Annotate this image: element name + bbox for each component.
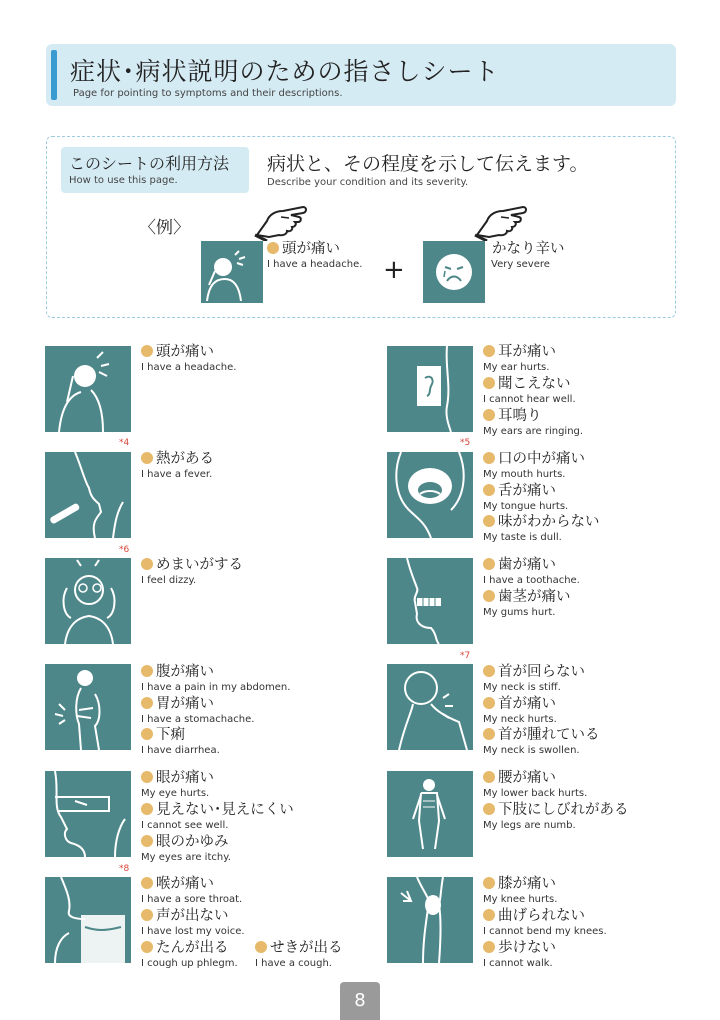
symptom-eye-pain: 眼が痛い My eye hurts. [141,770,214,799]
howto-desc-jp: 病状と、その程度を示して伝えます。 [267,153,589,175]
throat-picture [45,877,131,963]
symptom-cannot-hear: 聞こえない I cannot hear well. [483,376,576,405]
bullet-dot-icon [141,728,153,740]
symptom-ear-pain: 耳が痛い My ear hurts. [483,344,556,373]
howto-desc-en: Describe your condition and its severity. [267,177,469,188]
example2-en: Very severe [491,259,550,270]
symptom-cough: せきが出る I have a cough. [255,940,343,969]
symptom-gums: 歯茎が痛い My gums hurt. [483,589,571,618]
bullet-dot-icon [267,242,279,254]
example-label: 〈例〉 [139,218,190,238]
note-8: *8 [119,864,130,874]
symptom-phlegm: たんが出る I cough up phlegm. [141,940,238,969]
fever-picture [45,452,131,538]
bullet-dot-icon [483,558,495,570]
example2-jp: かなり辛い [492,241,565,257]
symptom-taste: 味がわからない My taste is dull. [483,514,600,543]
howto-label-box [61,147,249,193]
mouth-picture [387,452,473,538]
howto-box [46,136,676,318]
header-accent-bar [51,50,57,100]
page-title: 症状･病状説明のための指さしシート [70,57,500,86]
howto-label-jp: このシートの利用方法 [69,154,230,173]
symptom-dizzy: めまいがする I feel dizzy. [141,557,243,586]
example2 [491,241,565,271]
headache-picture [45,346,131,432]
symptom-neck-swollen: 首が腫れている My neck is swollen. [483,727,600,756]
abdomen-picture [45,664,131,750]
plus-sign: + [383,255,405,285]
note-4: *4 [119,438,130,448]
bullet-dot-icon [141,558,153,570]
bullet-dot-icon [141,803,153,815]
dizzy-picture [45,558,131,644]
bullet-dot-icon [141,665,153,677]
symptom-headache: 頭が痛い I have a headache. [141,344,237,373]
bullet-dot-icon [483,345,495,357]
symptom-lower-back: 腰が痛い My lower back hurts. [483,770,588,799]
symptom-eye-itchy: 眼のかゆみ My eyes are itchy. [141,834,231,863]
lower-back-picture [387,771,473,857]
bullet-dot-icon [483,909,495,921]
example1-en: I have a headache. [267,259,363,270]
ear-picture [387,346,473,432]
bullet-dot-icon [483,697,495,709]
bullet-dot-icon [483,771,495,783]
note-5: *5 [460,438,471,448]
knee-picture [387,877,473,963]
howto-label-en: How to use this page. [69,175,178,186]
symptom-legs-numb: 下肢にしびれがある My legs are numb. [483,802,629,831]
bullet-dot-icon [141,877,153,889]
page-number: 8 [340,982,380,1020]
pointing-hand-icon [473,201,529,241]
bullet-dot-icon [483,377,495,389]
symptom-diarrhea: 下痢 I have diarrhea. [141,727,220,756]
symptom-neck-stiff: 首が回らない My neck is stiff. [483,664,585,693]
bullet-dot-icon [483,728,495,740]
headache-example-picture [201,241,263,303]
example1-jp: 頭が痛い [282,241,340,257]
bullet-dot-icon [255,941,267,953]
bullet-dot-icon [483,803,495,815]
symptom-neck-pain: 首が痛い My neck hurts. [483,696,557,725]
pointing-hand-icon [253,201,309,241]
bullet-dot-icon [141,909,153,921]
symptom-mouth-pain: 口の中が痛い My mouth hurts. [483,451,585,480]
bullet-dot-icon [141,697,153,709]
symptom-sore-throat: 喉が痛い I have a sore throat. [141,876,243,905]
symptom-cannot-walk: 歩けない I cannot walk. [483,940,556,969]
symptom-cannot-see: 見えない･見えにくい I cannot see well. [141,802,294,831]
page-subtitle: Page for pointing to symptoms and their descriptions. [73,88,343,99]
example1 [267,241,362,271]
bullet-dot-icon [483,409,495,421]
symptom-abdomen: 腹が痛い I have a pain in my abdomen. [141,664,291,693]
symptom-lost-voice: 声が出ない I have lost my voice. [141,908,245,937]
page-header [46,44,676,106]
severe-face-picture [423,241,485,303]
symptom-cannot-bend: 曲げられない I cannot bend my knees. [483,908,607,937]
bullet-dot-icon [141,941,153,953]
bullet-dot-icon [483,665,495,677]
symptom-fever: 熱がある I have a fever. [141,451,214,480]
note-6: *6 [119,545,130,555]
bullet-dot-icon [141,771,153,783]
symptom-toothache: 歯が痛い I have a toothache. [483,557,580,586]
bullet-dot-icon [483,515,495,527]
bullet-dot-icon [141,345,153,357]
bullet-dot-icon [141,452,153,464]
bullet-dot-icon [483,484,495,496]
tooth-picture [387,558,473,644]
symptom-knee-pain: 膝が痛い My knee hurts. [483,876,558,905]
neck-picture [387,664,473,750]
bullet-dot-icon [483,590,495,602]
symptom-ear-ringing: 耳鳴り My ears are ringing. [483,408,584,437]
bullet-dot-icon [483,941,495,953]
symptom-tongue-pain: 舌が痛い My tongue hurts. [483,483,569,512]
bullet-dot-icon [141,835,153,847]
bullet-dot-icon [483,877,495,889]
eye-picture [45,771,131,857]
note-7: *7 [460,651,471,661]
symptom-stomach: 胃が痛い I have a stomachache. [141,696,255,725]
bullet-dot-icon [483,452,495,464]
